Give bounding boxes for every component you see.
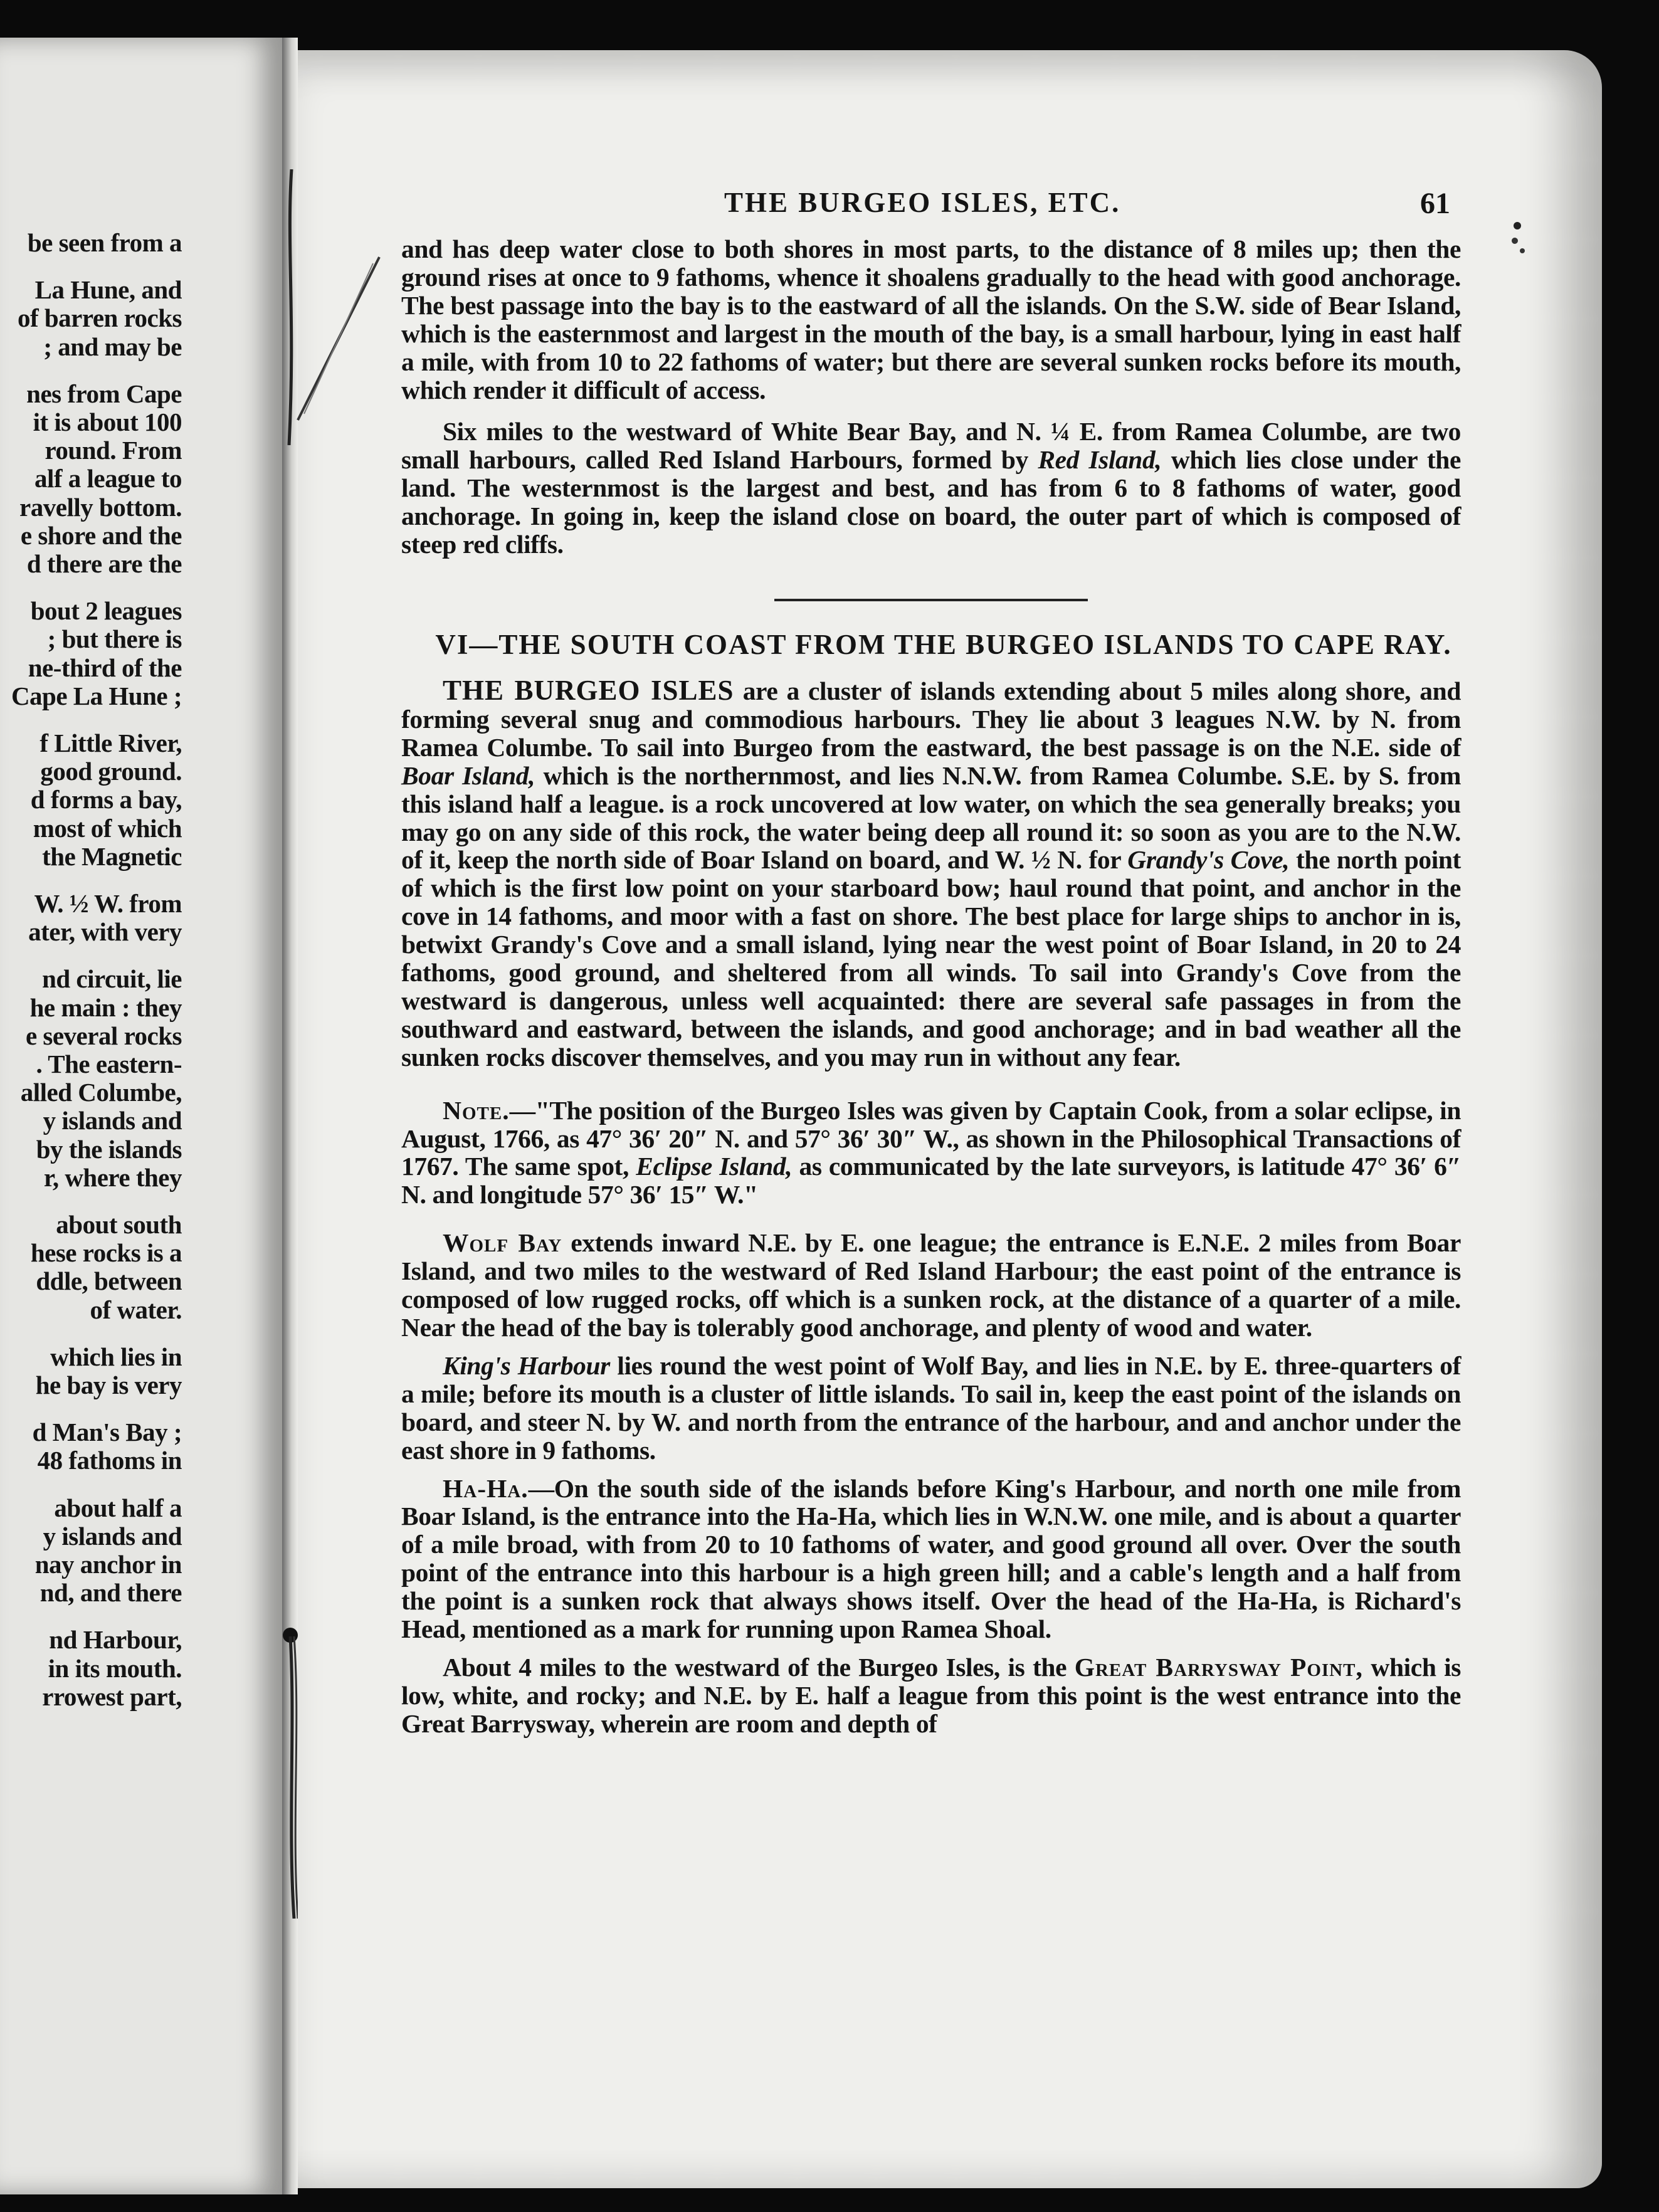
main-text	[401, 235, 1461, 1738]
left-page-line: nd Harbour,	[49, 1625, 182, 1655]
left-page-line: ddle, between	[36, 1267, 182, 1296]
left-page-line: round. From	[45, 436, 182, 465]
left-page-line: alf a league to	[34, 464, 182, 493]
paragraph-note: Note.—"The position of the Burgeo Isles was given by Captain Cook, from a solar eclipse, in August, 1766, as 47° 36′ 20″ N. and 57° 36′ 30″ W., as shown in the Philosophical Transactions of 1767. The same spot, Eclipse Island, as communicated by the late surveyors, is latitude 47° 36′ 6″ N. and longitude 57° 36′ 15″ W."	[401, 1095, 1462, 1209]
left-page-line: nay anchor in	[34, 1550, 182, 1579]
left-page-line: which lies in	[50, 1342, 182, 1371]
left-facing-page	[0, 38, 282, 2194]
left-page-line: nes from Cape	[26, 379, 182, 408]
left-page-line: be seen from a	[27, 228, 182, 257]
left-page-line: La Hune, and	[34, 275, 182, 305]
left-page-line: y islands and	[43, 1521, 182, 1551]
left-page-line: bout 2 leagues	[30, 596, 182, 626]
left-page-line: W. ½ W. from	[34, 889, 182, 918]
left-page-line: he bay is very	[35, 1371, 182, 1399]
left-page-line: of water.	[90, 1295, 182, 1324]
left-page-line: nd circuit, lie	[42, 964, 182, 994]
left-page-line: most of which	[33, 813, 182, 843]
left-page-line: hese rocks is a	[30, 1238, 182, 1268]
left-page-line: it is about 100	[33, 408, 182, 436]
left-page-line: e several rocks	[25, 1021, 182, 1050]
section-divider	[774, 599, 1088, 601]
left-page-line: good ground.	[40, 757, 182, 786]
left-page-line: by the islands	[36, 1134, 182, 1164]
paragraph-red-island: Six miles to the westward of White Bear Bay, and N. ¼ E. from Ramea Columbe, are two small harbours, called Red Island Harbours, formed by Red Island, which lies close under the land. The westernmost is the largest and best, and has from 6 to 8 fathoms of water, good anchorage. In going in, keep the island close on board, the outer part of which is composed of steep red cliffs.	[401, 417, 1461, 559]
burgeo-isles-heading: THE BURGEO ISLES	[443, 674, 734, 706]
paragraph-burgeo-isles: THE BURGEO ISLES are a cluster of islands extending about 5 miles along shore, and forming several snug and commodious harbours. They lie about 3 leagues N.W. by N. from Ramea Columbe. To sail into Burgeo from the eastward, the best passage is on the N.E. side of Boar Island, which is the northernmost, and lies N.N.W. from Ramea Columbe. S.E. by S. from this island half a league. is a rock uncovered at low water, on which the sea generally breaks; you may go on any side of this rock, the water being deep all round it: so soon as you are to the N.W. of it, keep the north side of Boar Island on board, and W. ½ N. for Grandy's Cove, the north point of which is the first low point on your starboard bow; haul round that point, and anchor in the cove in 14 fathoms, and moor with a fast on shore. The best place for large ships to anchor in is, betwixt Grandy's Cove and a small island, lying near the west point of Boar Island, in 20 to 24 fathoms, good ground, and sheltered from all winds. To sail into Grandy's Cove from the westward is dangerous, unless well acquainted: there are several safe passages in from the southward and eastward, between the islands, and good anchorage; and in bad weather all the sunken rocks discover themselves, and you may run in without any fear.	[401, 674, 1462, 1072]
paragraph-ha-ha: Ha-Ha.—On the south side of the islands before King's Harbour, and north one mile from Boar Island, is the entrance into the Ha-Ha, which lies in W.N.W. one mile, and is about a quarter of a mile broad, with from 20 to 10 fathoms of water, and good ground all over. Over the south point of the entrance into this harbour is a high green hill; and a cable's length and a half from the point is a sunken rock that always shows itself. Over the head of the Ha-Ha, is Richard's Head, mentioned as a mark for running upon Ramea Shoal.	[401, 1473, 1461, 1644]
left-page-line: f Little River,	[40, 729, 182, 757]
left-page-line: e shore and the	[20, 520, 182, 550]
left-page-line: d forms a bay,	[30, 785, 182, 814]
right-page	[298, 50, 1602, 2188]
paragraph-white-bear-bay: and has deep water close to both shores in most parts, to the distance of 8 miles up; then the ground rises at once to 9 fathoms, whence it shoalens gradually to the head with good anchorage. The best passage into the bay is to the eastward of all the islands. On the S.W. side of Bear Island, which is the easternmost and largest in the mouth of the bay, is a small harbour, lying in east half a mile, with from 10 to 22 fathoms of water; but there are several sunken rocks before its mouth, which render it difficult of access.	[401, 234, 1461, 404]
left-page-line: of barren rocks	[17, 303, 182, 333]
left-page-line: rrowest part,	[42, 1682, 182, 1711]
left-page-line: ne-third of the	[28, 653, 182, 682]
page-number: 61	[1420, 187, 1450, 220]
ha-ha-label: Ha-Ha.	[443, 1473, 529, 1503]
running-title: THE BURGEO ISLES, ETC.	[724, 187, 1121, 218]
left-page-line: Cape La Hune ;	[11, 681, 182, 710]
left-page-line: alled Columbe,	[20, 1078, 182, 1107]
paragraph-kings-harbour: King's Harbour lies round the west point of Wolf Bay, and lies in N.E. by E. three-quarters of a mile; before its mouth is a cluster of little islands. To sail in, keep the east point of the islands on board, and steer N. by W. and north from the entrance of the harbour, and and anchor under the east shore in 9 fathoms.	[401, 1351, 1461, 1465]
left-page-line: ater, with very	[28, 917, 182, 947]
section-heading: VI—THE SOUTH COAST FROM THE BURGEO ISLANDS TO CAPE RAY.	[435, 628, 1452, 660]
left-page-line: d Man's Bay ;	[32, 1418, 182, 1447]
left-page-line: in its mouth.	[48, 1653, 182, 1683]
left-page-line: about south	[56, 1210, 182, 1239]
left-page-line: nd, and there	[40, 1578, 182, 1608]
paragraph-wolf-bay: Wolf Bay extends inward N.E. by E. one league; the entrance is E.N.E. 2 miles from Boar Island, and two miles to the westward of Red Island Harbour; the east point of the entrance is composed of low rugged rocks, off which is a sunken rock, at the distance of a quarter of a mile. Near the head of the bay is tolerably good anchorage, and plenty of wood and water.	[401, 1228, 1461, 1342]
left-page-line: ; and may be	[43, 332, 182, 361]
left-page-line: about half a	[54, 1493, 182, 1522]
left-page-line: he main : they	[29, 993, 182, 1022]
paragraph-great-barrysway: About 4 miles to the westward of the Burgeo Isles, is the Great Barrysway Point, which is low, white, and rocky; and N.E. by E. half a league from this point is the west entrance into the Great Barrysway, wherein are room and depth of	[401, 1652, 1461, 1738]
left-page-line: . The eastern-	[36, 1050, 182, 1078]
pencil-mark	[285, 251, 386, 426]
page-header	[298, 186, 1602, 224]
great-barrysway-point: Great Barrysway Point,	[1074, 1652, 1363, 1682]
note-label: Note.	[443, 1095, 510, 1125]
left-page-line: y islands and	[43, 1106, 182, 1135]
red-island-name: Red Island,	[1038, 445, 1162, 475]
wolf-bay-label: Wolf Bay	[443, 1228, 562, 1258]
ink-specks	[1498, 213, 1536, 263]
left-page-line: the Magnetic	[42, 841, 182, 871]
left-page-line: r, where they	[43, 1162, 182, 1192]
left-page-line: ravelly bottom.	[19, 492, 182, 522]
kings-harbour-label: King's Harbour	[443, 1351, 610, 1380]
left-page-line: d there are the	[26, 549, 182, 578]
left-page-line: ; but there is	[47, 624, 182, 654]
left-page-line: 48 fathoms in	[37, 1446, 182, 1475]
